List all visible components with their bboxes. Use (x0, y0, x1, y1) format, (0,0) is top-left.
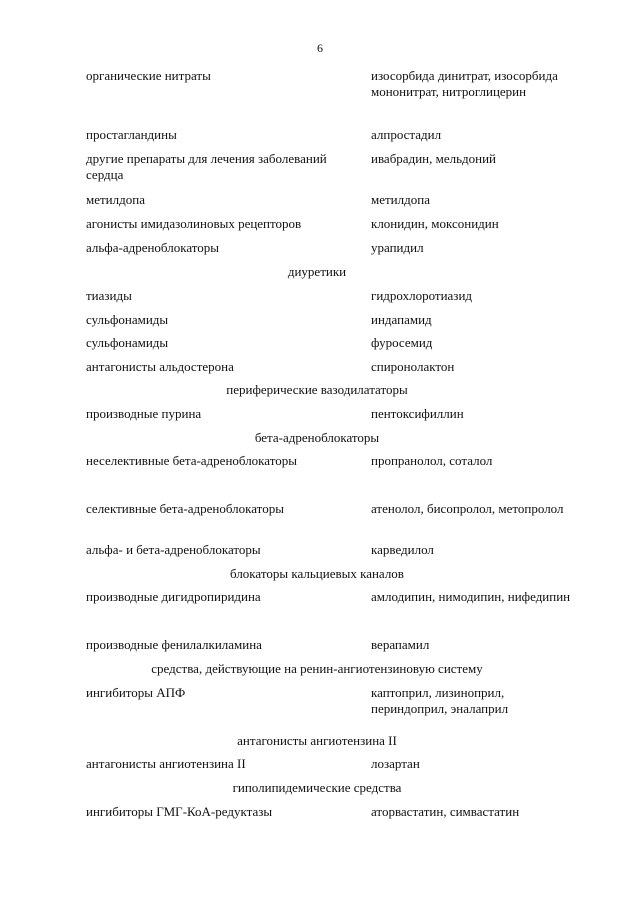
drug-names: фуросемид (371, 335, 433, 350)
drug-names: аторвастатин, симвастатин (371, 804, 520, 819)
drug-class: антагонисты альдостерона (86, 359, 234, 374)
section-header: гиполипидемические средства (232, 780, 402, 795)
drug-names: спиронолактон (371, 359, 455, 374)
drug-class: производные фенилалкиламина (86, 637, 262, 652)
page-number: 6 (317, 41, 323, 55)
section-header: средства, действующие на ренин-ангиотензиновую систему (151, 661, 483, 676)
drug-names: гидрохлоротиазид (371, 288, 473, 303)
drug-class: метилдопа (86, 192, 145, 207)
drug-class: сульфонамиды (86, 312, 169, 327)
section-header: антагонисты ангиотензина II (237, 733, 397, 748)
drug-class: сульфонамиды (86, 335, 169, 350)
drug-names: верапамил (371, 637, 430, 652)
drug-names: индапамид (371, 312, 432, 327)
drug-class: альфа-адреноблокаторы (86, 240, 220, 255)
drug-names: атенолол, бисопролол, метопролол (371, 501, 564, 516)
drug-names: амлодипин, нимодипин, нифедипин (371, 589, 571, 604)
drug-names: клонидин, моксонидин (371, 216, 499, 231)
drug-class: ингибиторы ГМГ-КоА-редуктазы (86, 804, 273, 819)
drug-class: простагландины (86, 127, 177, 142)
drug-names: алпростадил (371, 127, 442, 142)
drug-names: лозартан (371, 756, 420, 771)
section-header: периферические вазодилататоры (226, 382, 408, 397)
drug-class: агонисты имидазолиновых рецепторов (86, 216, 302, 231)
drug-names: изосорбида динитрат, изосорбида мононитрат, нитроглицерин (371, 68, 558, 99)
drug-class: ингибиторы АПФ (86, 685, 186, 700)
drug-class: селективные бета-адреноблокаторы (86, 501, 284, 516)
drug-class: неселективные бета-адреноблокаторы (86, 453, 297, 468)
drug-class: производные дигидропиридина (86, 589, 261, 604)
drug-names: каптоприл, лизиноприл, периндоприл, эналаприл (371, 685, 509, 716)
drug-names: карведилол (371, 542, 434, 557)
drug-class: другие препараты для лечения заболеваний сердца (86, 151, 327, 182)
drug-class: органические нитраты (86, 68, 211, 83)
section-header: бета-адреноблокаторы (254, 430, 380, 445)
section-header: блокаторы кальциевых каналов (230, 566, 404, 581)
section-header: диуретики (287, 264, 347, 279)
drug-names: ивабрадин, мельдоний (371, 151, 497, 166)
drug-class: альфа- и бета-адреноблокаторы (86, 542, 261, 557)
drug-names: урапидил (371, 240, 424, 255)
drug-names: метилдопа (371, 192, 430, 207)
drug-class: тиазиды (86, 288, 132, 303)
drug-class: антагонисты ангиотензина II (86, 756, 246, 771)
drug-names: пропранолол, соталол (371, 453, 493, 468)
drug-names: пентоксифиллин (371, 406, 464, 421)
drug-class: производные пурина (86, 406, 202, 421)
